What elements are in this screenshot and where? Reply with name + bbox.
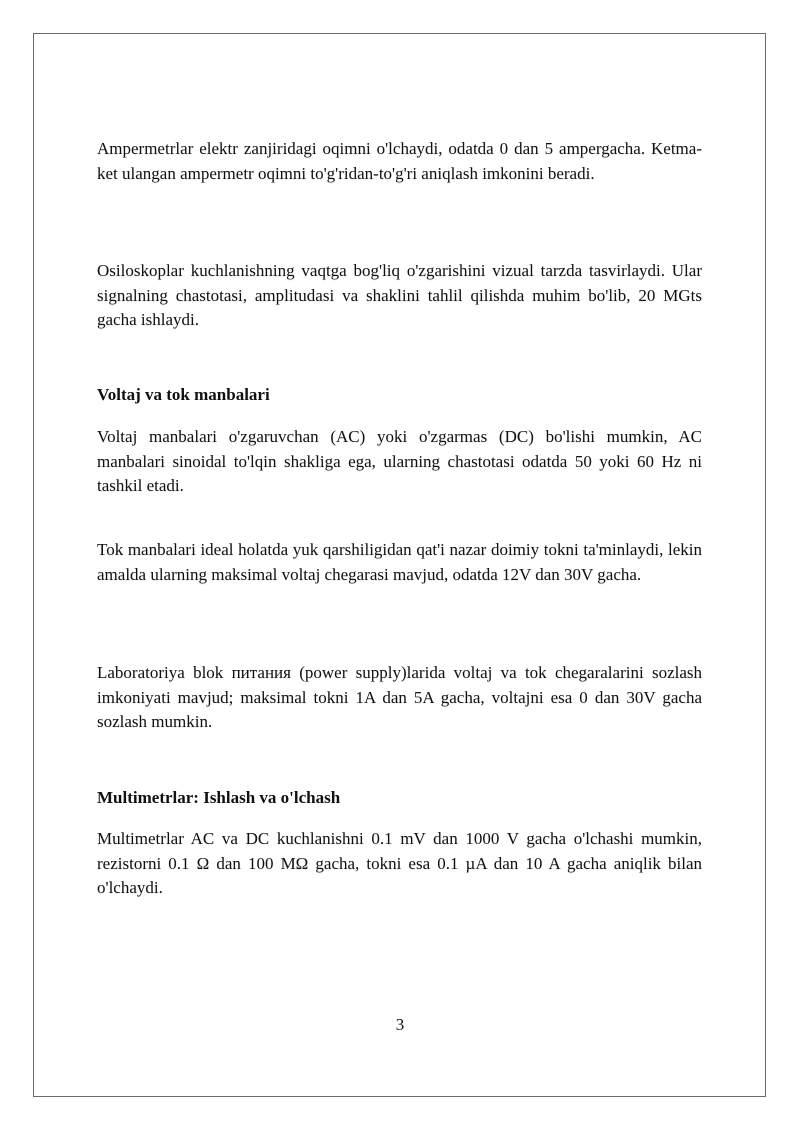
heading-multimeters: Multimetrlar: Ishlash va o'lchash	[97, 788, 341, 807]
paragraph-voltage-sources: Voltaj manbalari o'zgaruvchan (AC) yoki o'zgarmas (DC) bo'lishi mumkin, AC manbalari sinoidal to'lqin shakliga ega, ularning chastotasi odatda 50 yoki 60 Hz ni tashkil etadi.	[97, 427, 702, 495]
paragraph-oscilloscopes: Osiloskoplar kuchlanishning vaqtga bog'liq o'zgarishini vizual tarzda tasvirlaydi. Ular signalning chastotasi, amplitudasi va shaklini tahlil qilishda muhim bo'lib, 20 MGts gacha ishlaydi.	[97, 261, 702, 329]
heading-voltage-current-sources: Voltaj va tok manbalari	[97, 385, 270, 404]
paragraph-current-sources: Tok manbalari ideal holatda yuk qarshiligidan qat'i nazar doimiy tokni ta'minlaydi, lekin amalda ularning maksimal voltaj chegarasi mavjud, odatda 12V dan 30V gacha.	[97, 540, 702, 584]
paragraph-lab-power-supply: Laboratoriya blok питания (power supply)larida voltaj va tok chegaralarini sozlash imkoniyati mavjud; maksimal tokni 1A dan 5A gacha, voltajni esa 0 dan 30V gacha sozlash mumkin.	[97, 663, 702, 731]
paragraph-ammeters: Ampermetrlar elektr zanjiridagi oqimni o'lchaydi, odatda 0 dan 5 ampergacha. Ketma-ket ulangan ampermetr oqimni to'g'ridan-to'g'ri aniqlash imkonini beradi.	[97, 139, 702, 183]
paragraph-multimeters: Multimetrlar AC va DC kuchlanishni 0.1 mV dan 1000 V gacha o'lchashi mumkin, rezistorni 0.1 Ω dan 100 MΩ gacha, tokni esa 0.1 µA dan 10 A gacha aniqlik bilan o'lchaydi.	[97, 829, 702, 897]
page-number: 3	[395, 1015, 405, 1034]
